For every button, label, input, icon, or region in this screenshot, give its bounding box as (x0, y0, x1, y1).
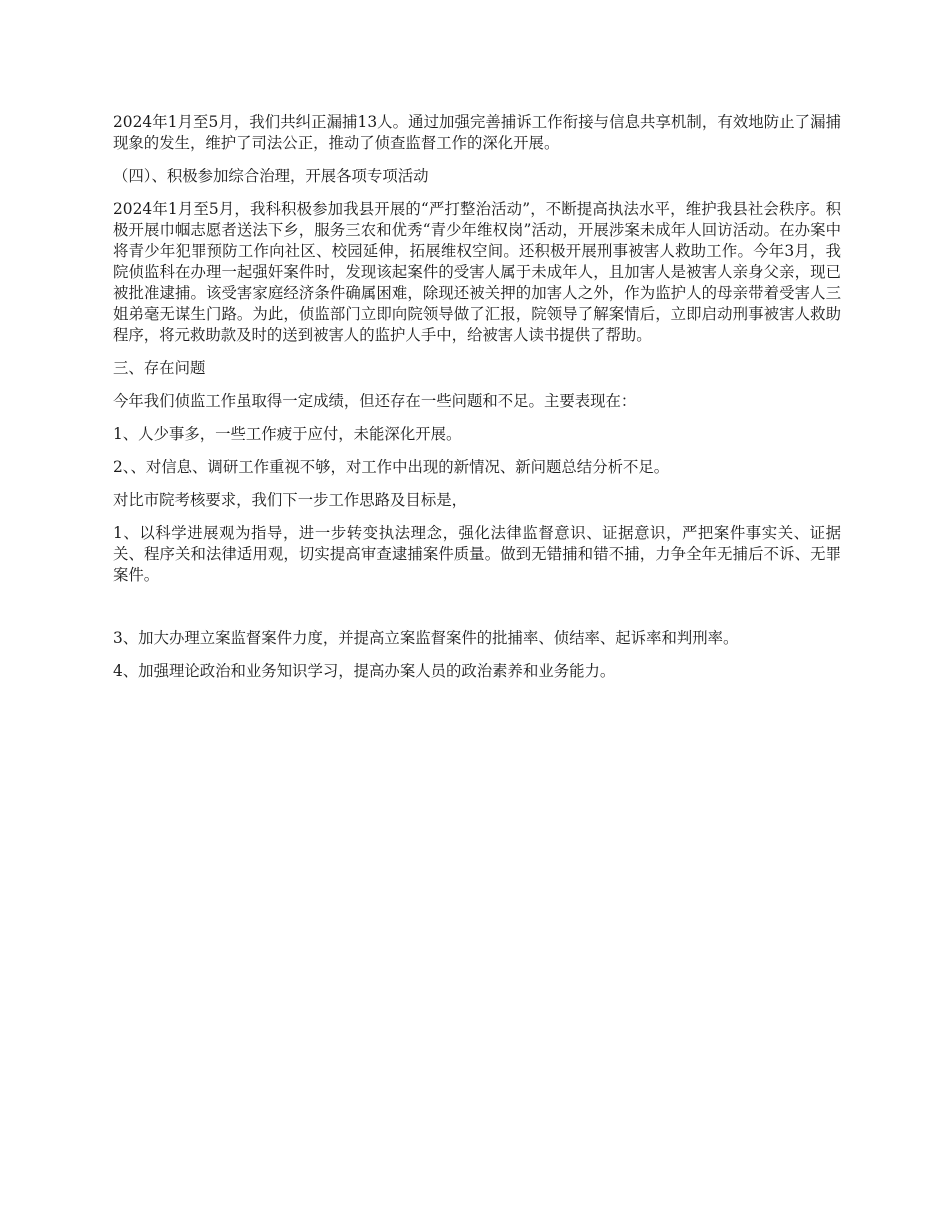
list-item-goal-4: 4、加强理论政治和业务知识学习，提高办案人员的政治素养和业务能力。 (113, 662, 616, 680)
list-item-problem-2: 2、、对信息、调研工作重视不够，对工作中出现的新情况、新问题总结分析不足。 (113, 458, 670, 476)
blank-gap (113, 598, 841, 628)
list-item-problem-1: 1、人少事多，一些工作疲于应付，未能深化开展。 (113, 425, 462, 443)
paragraph-special-activities: 2024年1月至5月，我科积极参加我县开展的“严打整治活动”，不断提高执法水平，维护我县社会秩序。积极开展巾帼志愿者送法下乡，服务三农和优秀“青少年维权岗”活动，开展涉案未成年人回访活动。在办案中将青少年犯罪预防工作向社区、校园延伸，拓展维权空间。还积极开展刑事被害人救助工作。今年3月，我院侦监科在办理一起强奸案件时，发现该起案件的受害人属于未成年人，且加害人是被害人亲身父亲，现已被批准逮捕。该受害家庭经济条件确属困难，除现还被关押的加害人之外，作为监护人的母亲带着受害人三姐弟毫无谋生门路。为此，侦监部门立即向院领导做了汇报，院领导了解案情后，立即启动刑事被害人救助程序，将元救助款及时的送到被害人的监护人手中，给被害人读书提供了帮助。 (113, 200, 841, 344)
section-heading-comprehensive-governance: （四）、积极参加综合治理，开展各项专项活动 (113, 167, 429, 185)
list-item-goal-1: 1、以科学进展观为指导，进一步转变执法理念，强化法律监督意识、证据意识，严把案件事实关、证据关、程序关和法律适用观，切实提高审查逮捕案件质量。做到无错捕和错不捕，力争全年无捕后不诉、无罪案件。 (113, 524, 841, 584)
document-page (113, 112, 841, 694)
paragraph-missed-arrests: 2024年1月至5月，我们共纠正漏捕13人。通过加强完善捕诉工作衔接与信息共享机制，有效地防止了漏捕现象的发生，维护了司法公正，推动了侦查监督工作的深化开展。 (113, 113, 841, 152)
list-item-goal-3: 3、加大办理立案监督案件力度，并提高立案监督案件的批捕率、侦结率、起诉率和判刑率。 (113, 629, 739, 647)
paragraph-next-steps-intro: 对比市院考核要求，我们下一步工作思路及目标是， (113, 491, 467, 509)
section-heading-existing-problems: 三、存在问题 (113, 359, 206, 377)
paragraph-problems-intro: 今年我们侦监工作虽取得一定成绩，但还存在一些问题和不足。主要表现在： (113, 392, 637, 410)
